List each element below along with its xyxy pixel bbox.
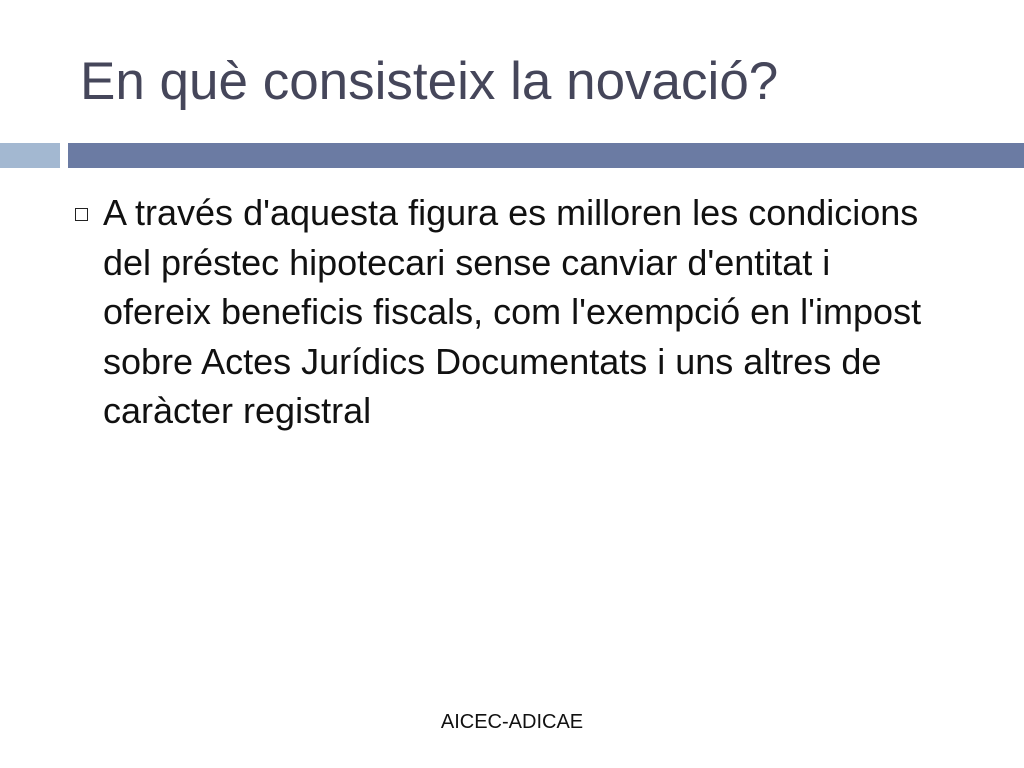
bullet-item [75,188,933,436]
slide-title: En què consisteix la novació? [80,52,779,111]
accent-bar-dark-segment [68,143,1024,168]
bullet-text: A través d'aquesta figura es milloren les condicions del préstec hipotecari sense canviar d'entitat i ofereix beneficis fiscals, com l'exempció en l'impost sobre Actes Jurídics Documentats i uns altres de caràcter registral [103,192,922,431]
accent-bar-light-segment [0,143,60,168]
square-bullet-icon [75,208,88,221]
slide-footer: AICEC-ADICAE [440,711,584,733]
